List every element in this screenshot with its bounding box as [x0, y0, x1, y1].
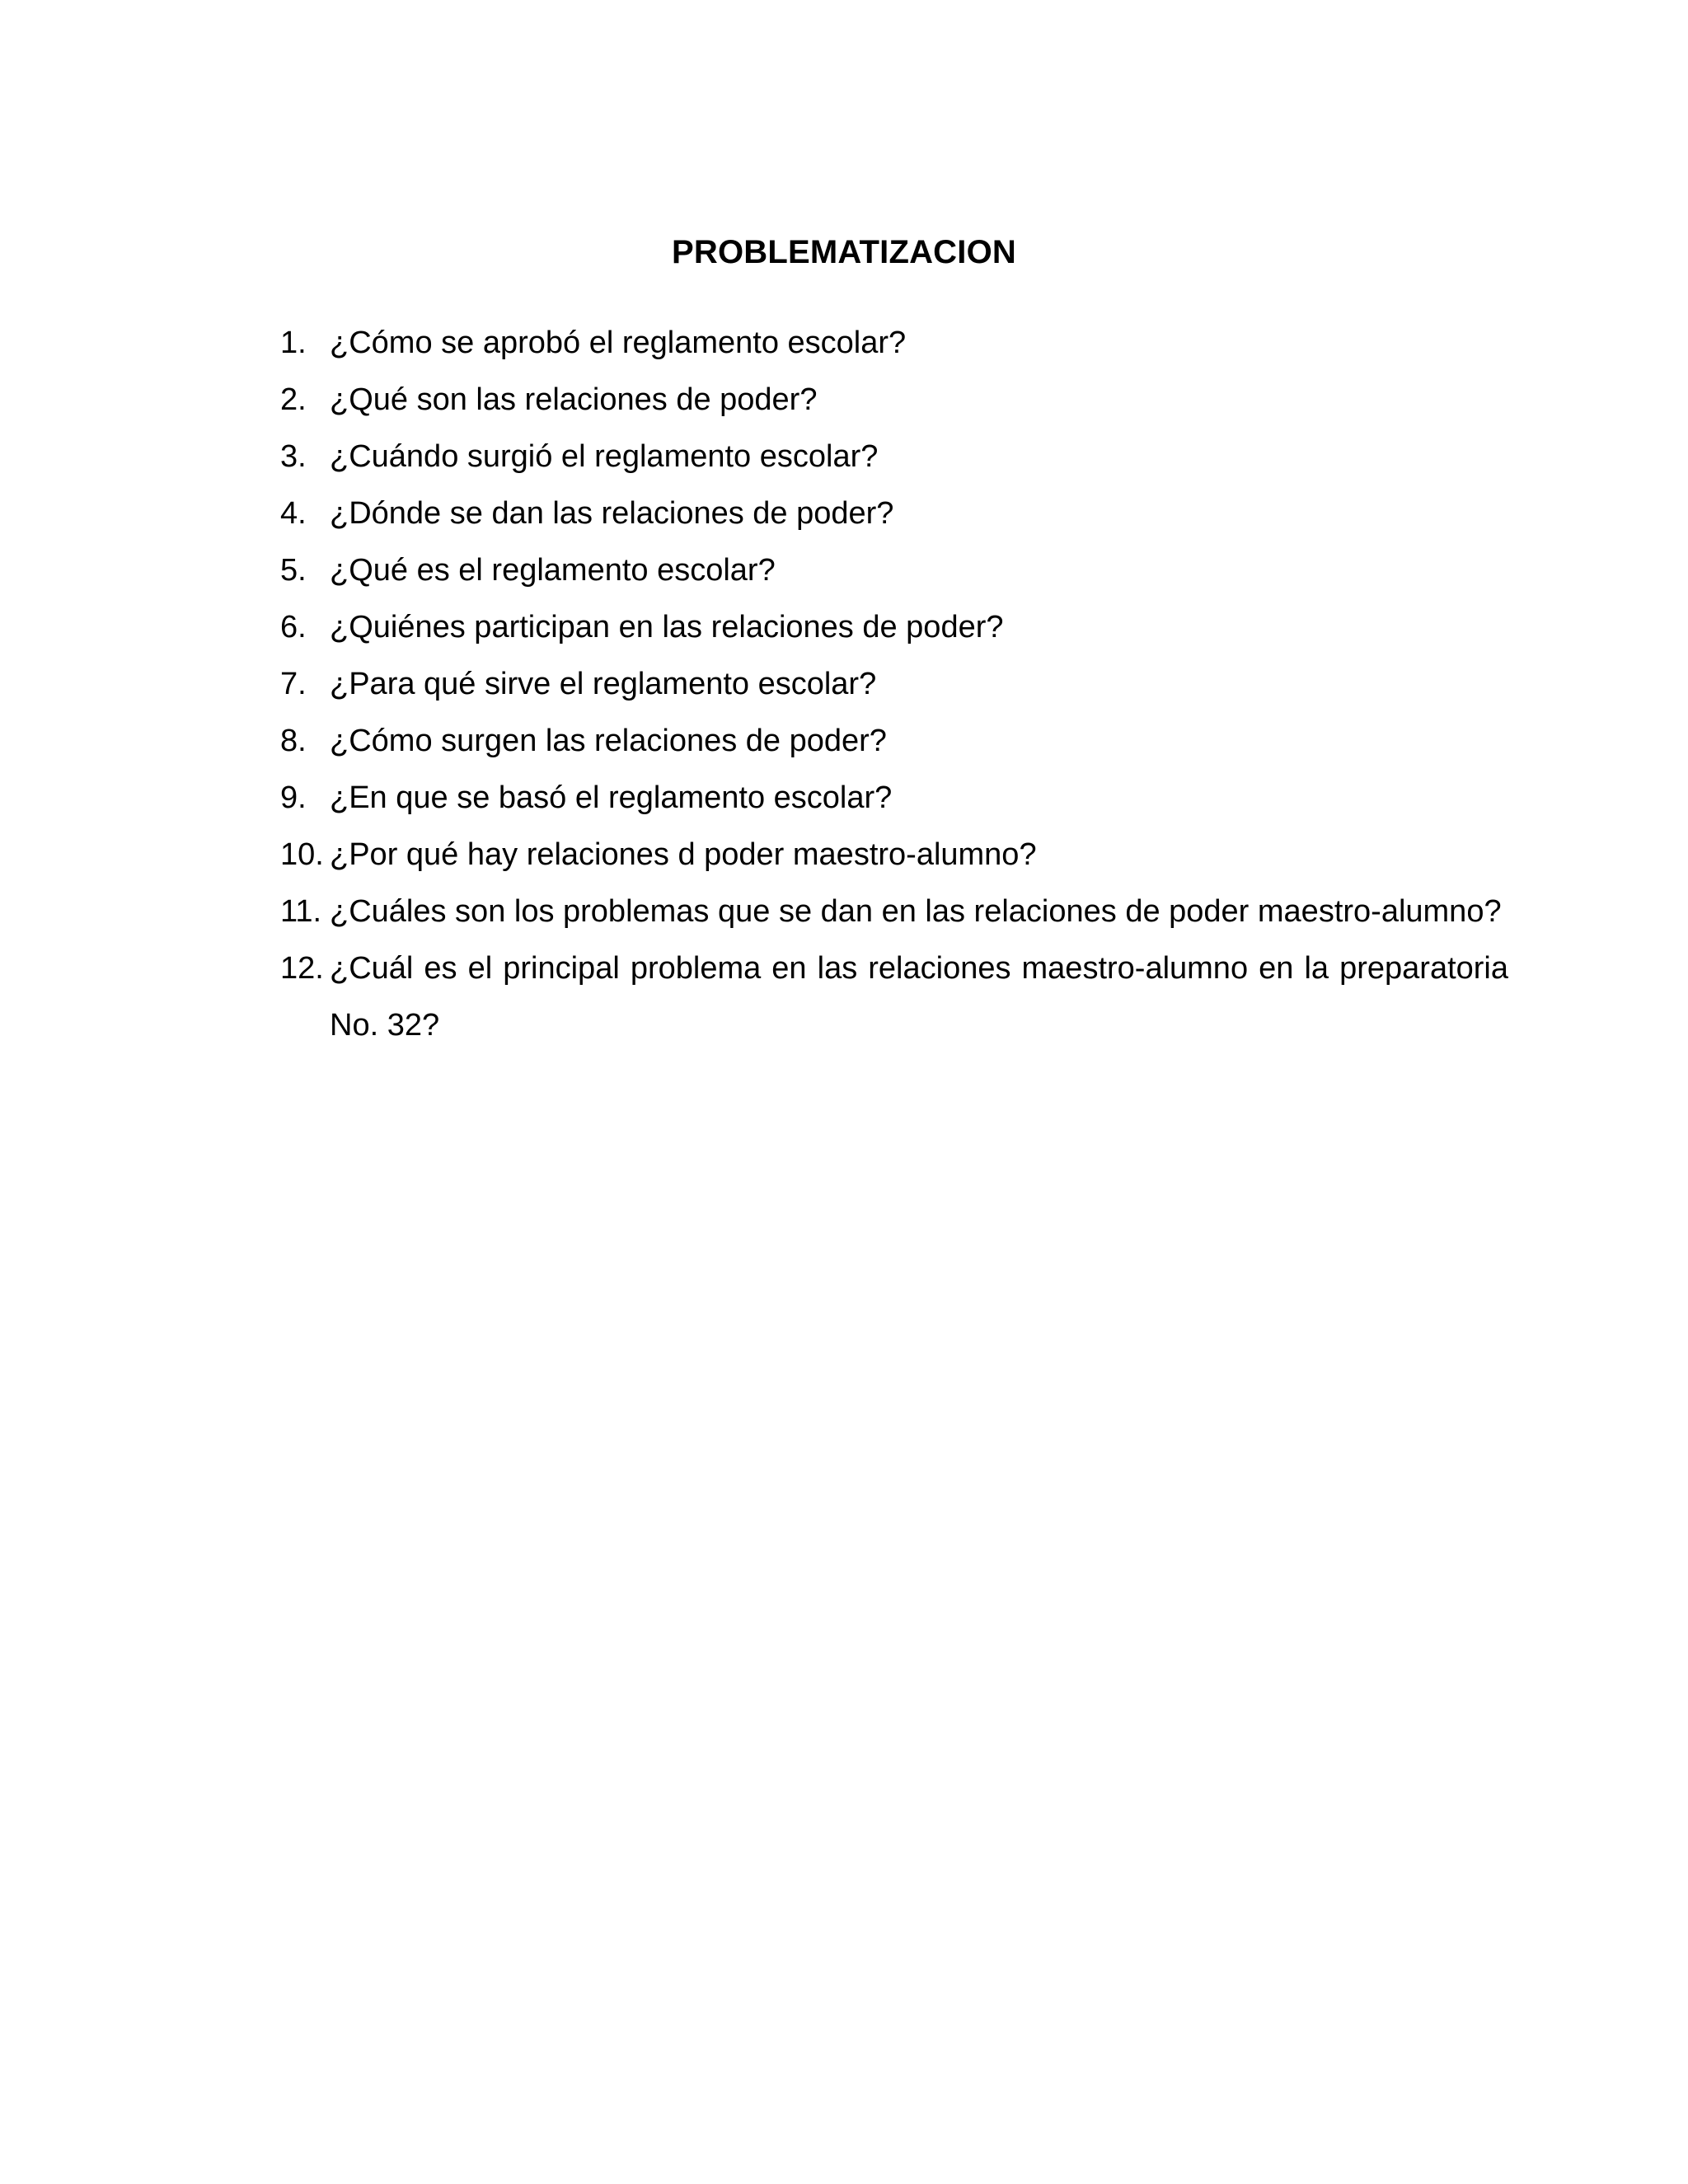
item-number: 1. [280, 326, 307, 360]
list-item [280, 372, 1508, 429]
item-text: ¿Cuáles son los problemas que se dan en las relaciones de poder maestro-alumno? [330, 894, 1502, 929]
item-text: ¿En que se basó el reglamento escolar? [330, 780, 893, 815]
item-text: ¿Cuándo surgió el reglamento escolar? [330, 439, 879, 474]
item-number: 9. [280, 780, 307, 815]
item-number: 4. [280, 496, 307, 531]
list-item [280, 713, 1508, 770]
item-number: 8. [280, 724, 307, 758]
document-title: PROBLEMATIZACION [672, 234, 1016, 270]
question-list [280, 315, 1508, 1054]
item-number: 2. [280, 382, 307, 417]
item-text: ¿Qué es el reglamento escolar? [330, 553, 776, 588]
list-item [280, 485, 1508, 542]
item-number: 3. [280, 439, 307, 474]
list-item [280, 599, 1508, 656]
item-number: 6. [280, 610, 307, 644]
list-item [280, 827, 1508, 883]
list-item [280, 542, 1508, 599]
item-number: 12. [280, 951, 324, 986]
list-item [280, 940, 1508, 1054]
list-item [280, 883, 1508, 940]
list-item [280, 429, 1508, 485]
item-text: ¿Por qué hay relaciones d poder maestro-alumno? [330, 837, 1037, 872]
item-text: ¿Cuál es el principal problema en las relaciones maestro-alumno en la preparatoria No. 32? [330, 951, 1508, 1043]
list-item [280, 315, 1508, 372]
item-text: ¿Cómo se aprobó el reglamento escolar? [330, 326, 907, 360]
item-text: ¿Qué son las relaciones de poder? [330, 382, 818, 417]
list-item [280, 770, 1508, 827]
item-text: ¿Cómo surgen las relaciones de poder? [330, 724, 887, 758]
item-text: ¿Para qué sirve el reglamento escolar? [330, 667, 877, 701]
item-number: 7. [280, 667, 307, 701]
item-text: ¿Quiénes participan en las relaciones de poder? [330, 610, 1004, 644]
item-number: 10. [280, 837, 324, 872]
item-number: 5. [280, 553, 307, 588]
item-number: 11. [280, 894, 322, 929]
item-text: ¿Dónde se dan las relaciones de poder? [330, 496, 894, 531]
list-item [280, 656, 1508, 713]
